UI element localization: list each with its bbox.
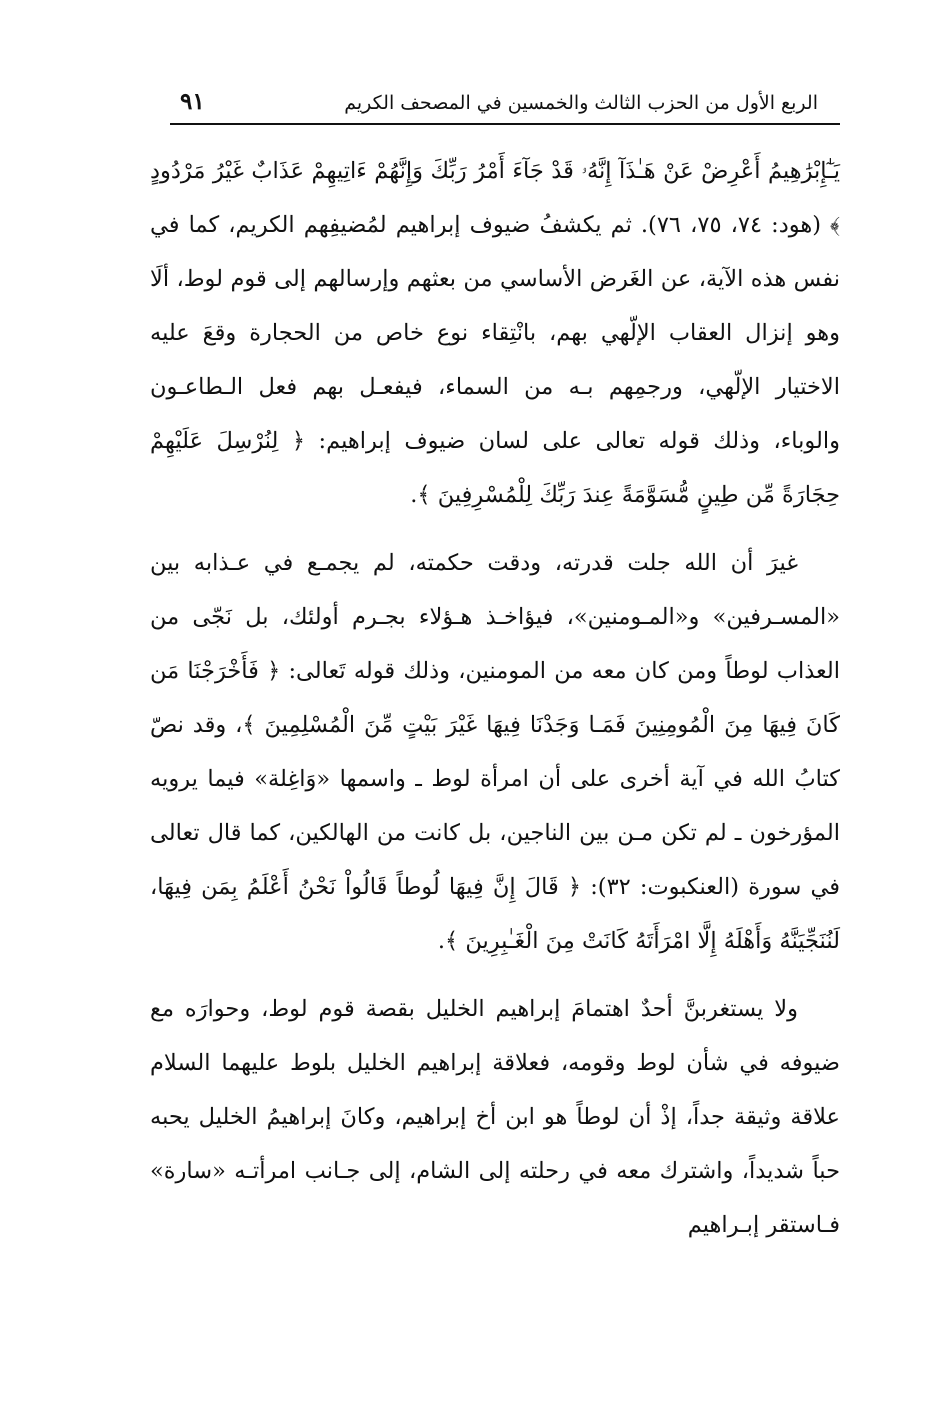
book-page [150,86,840,1252]
body-text [150,144,840,1252]
running-header [150,86,840,126]
paragraph: ولا يستغربنَّ أحدٌ اهتمامَ إبراهيم الخليل بقصة قوم لوط، وحوارَه مع ضيوفه في شأن لوط وقومه، فعلاقة إبراهيم الخليل بلوط عليهما السلام علاقة وثيقة جداً، إذْ أن لوطاً هو ابن أخ إبراهيم، وكانَ إبراهيمُ الخليل يحبه حباً شديداً، واشترك معه في رحلته إلى الشام، إلى جـانب امرأتـه «سارة» فـاستقر إبـراهيم [150,996,840,1238]
header-divider [170,123,840,125]
page-number: ٩١ [180,88,205,115]
paragraph: غيرَ أن الله جلت قدرته، ودقت حكمته، لم يجمـع في عـذابه بين «المسـرفين» و«المـومنين»، فيؤاخـذ هـؤلاء بجـرم أولئك، بل نَجّى من العذاب لوطاً ومن كان معه من المومنين، وذلك قوله تَعالى: ﴿ فَأَخْرَجْنَا مَن كَانَ فِيهَا مِنَ الْمُومِنِينَ فَمَـا وَجَدْنَا فِيهَا غَيْرَ بَيْتٍ مِّنَ الْمُسْلِمِينَ ﴾، وقد نصّ كتابُ الله في آية أخرى على أن امرأة لوط ـ واسمها «وَاغِلة» فيما يرويه المؤرخون ـ لم تكن مـن بين الناجين، بل كانت من الهالكين، كما قال تعالى في سورة (العنكبوت: ٣٢): ﴿ قَالَ إِنَّ فِيهَا لُوطاً قَالُواْ نَحْنُ أَعْلَمُ بِمَن فِيهَا، لَنُنَجِّيَنَّهُ وَأَهْلَهُ إِلَّا امْرَأَتَهُ كَانَتْ مِنَ الْغَـٰبِرِينَ ﴾. [150,550,840,954]
paragraph-continuation: يَـٰٓإِبْرَٰهِيمُ أَعْرِضْ عَنْ هَـٰذَآ إِنَّهُۥ قَدْ جَآءَ أَمْرُ رَبِّكَ وَإِنَّهُمْ ءَاتِيهِمْ عَذَابٌ غَيْرُ مَرْدُودٍ ﴾ (هود: ٧٤، ٧٥، ٧٦). ثم يكشفُ ضيوف إبراهيم لمُضيفِهم الكريم، كما في نفس هذه الآية، عن الغَرض الأساسي من بعثهم وإرسالهم إلى قوم لوط، ألَا وهو إنزال العقاب الإلّهي بهم، بانْتِقاء نوع خاص من الحجارة وقعَ عليه الاختيار الإلّهي، ورجمِهم بـه من السماء، فيفعـل بهم فعل الـطاعـون والوباء، وذلك قوله تعالى على لسان ضيوف إبراهيم: ﴿ لِنُرْسِلَ عَلَيْهِمْ حِجَارَةً مِّن طِينٍ مُّسَوَّمَةً عِندَ رَبِّكَ لِلْمُسْرِفِينَ ﴾. [150,158,841,508]
running-header-title: الربع الأول من الحزب الثالث والخمسين في المصحف الكريم [344,92,818,114]
